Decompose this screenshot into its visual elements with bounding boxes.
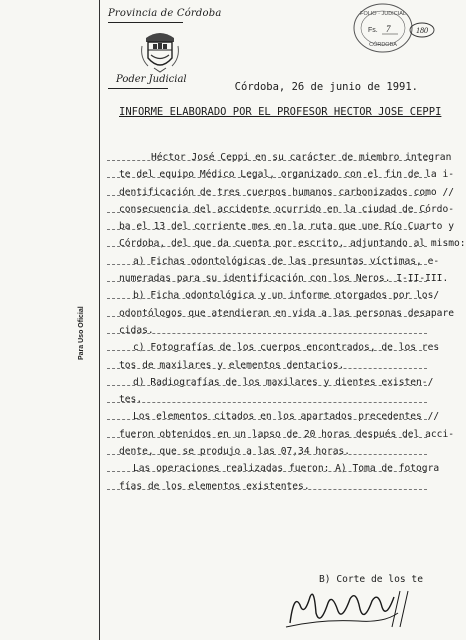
body-line bbox=[119, 184, 455, 201]
body-line bbox=[119, 305, 455, 322]
handwritten-folio bbox=[409, 22, 435, 38]
body-line-text: a) Fichas odontológicas de las presuntas víctimas, e- bbox=[133, 255, 440, 267]
body-line bbox=[119, 322, 421, 339]
stamp-fs-number: 7 bbox=[386, 24, 391, 34]
body-line bbox=[119, 201, 455, 218]
body-line-text: b) Ficha odontológica y un informe otorgados por los/ bbox=[133, 290, 440, 302]
body-line bbox=[119, 149, 452, 166]
letterhead-branch: Poder Judicial bbox=[116, 74, 187, 85]
folio-stamp-icon bbox=[352, 2, 414, 54]
body-line bbox=[119, 478, 421, 495]
body-line-text: Las operaciones realizadas fueron: A) Toma de fotogra bbox=[133, 463, 440, 475]
document-body bbox=[119, 149, 466, 495]
stamp-top-text: FOLIO · JUDICIAL bbox=[360, 11, 406, 17]
continuation-text: B) Corte de los te bbox=[319, 574, 423, 585]
body-line bbox=[119, 460, 440, 477]
margin-line bbox=[99, 0, 100, 640]
document-title: INFORME ELABORADO POR EL PROFESOR HECTOR JOSE CEPPI bbox=[119, 106, 442, 118]
body-line bbox=[119, 391, 421, 408]
body-line bbox=[119, 218, 455, 235]
body-line-text: d) Radiografías de los maxilares y dientes existen-/ bbox=[133, 376, 434, 388]
body-line bbox=[119, 443, 421, 460]
body-line bbox=[119, 426, 455, 443]
body-line-text: tes. bbox=[119, 394, 143, 406]
document-date: Córdoba, 26 de junio de 1991. bbox=[234, 81, 418, 93]
body-line-text: Héctor José Ceppi en su carácter de miembro integran bbox=[151, 152, 452, 163]
body-line bbox=[119, 374, 434, 391]
body-line-text: c) Fotografías de los cuerpos encontrados, de los res bbox=[133, 342, 440, 354]
body-line-text: te del equipo Médico Legal, organizado con el fin de la i- bbox=[119, 169, 455, 181]
body-line-text: fueron obtenidos en un lapso de 20 horas después del acci- bbox=[119, 428, 455, 440]
side-label: Para Uso Oficial bbox=[78, 306, 85, 360]
stamp-bottom-text: CÓRDOBA bbox=[369, 42, 397, 48]
body-line bbox=[119, 408, 440, 425]
letterhead-underline bbox=[108, 22, 183, 23]
body-line-text: consecuencia del accidente ocurrido en la ciudad de Córdo- bbox=[119, 203, 455, 215]
body-line bbox=[119, 235, 466, 252]
folio-number: 180 bbox=[416, 26, 428, 35]
body-line-text: Córdoba, del que da cuenta por escrito, adjuntando al mismo: bbox=[119, 238, 466, 250]
signature-icon bbox=[280, 583, 420, 633]
letterhead-province: Provincia de Córdoba bbox=[108, 8, 222, 19]
body-line-text: numeradas para su identificación con los Neros. I-II-III. bbox=[119, 273, 449, 285]
body-line bbox=[119, 253, 440, 270]
coat-of-arms-icon bbox=[138, 28, 182, 74]
body-line-text: dente, que se produjo a las 07,34 horas. bbox=[119, 446, 351, 458]
body-line bbox=[119, 287, 440, 304]
body-line bbox=[119, 166, 455, 183]
stamp-fs-label: Fs. bbox=[368, 27, 378, 34]
body-line bbox=[119, 339, 440, 356]
body-line-text: cidas. bbox=[119, 324, 154, 336]
letterhead-underline-2 bbox=[108, 88, 168, 89]
body-line bbox=[119, 270, 449, 287]
body-line-text: odontólogos que atendieran en vida a las personas desapare bbox=[119, 307, 455, 319]
body-line-text: dentificación de tres cuerpos humanos carbonizados como // bbox=[119, 186, 455, 198]
body-line-text: tos de maxilares y elementos dentarios. bbox=[119, 359, 345, 371]
body-line-text: Los elementos citados en los apartados precedentes // bbox=[133, 411, 440, 423]
body-line-text: fías de los elementos existentes. bbox=[119, 480, 310, 492]
body-line bbox=[119, 357, 421, 374]
body-line-text: ba el 13 del corriente mes en la ruta que une Río Cuarto y bbox=[119, 221, 455, 233]
